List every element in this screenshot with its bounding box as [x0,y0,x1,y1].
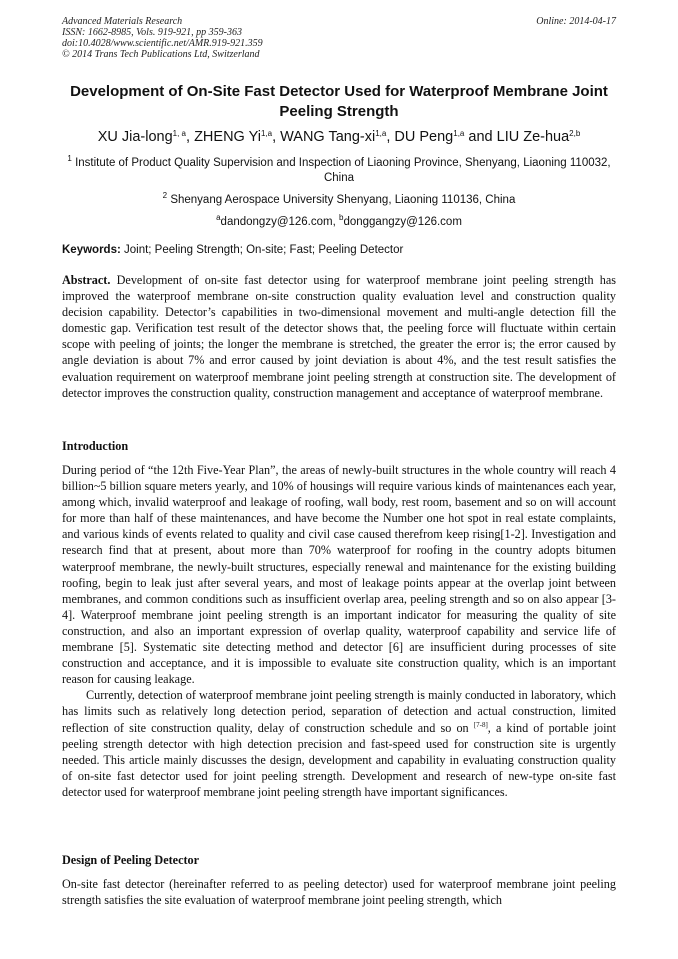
author-separator: and [464,129,497,145]
affiliation-text: Institute of Product Quality Supervision and Inspection of Liaoning Province, Shenyang, Liaoning 110032, China [75,157,611,184]
copyright-line: © 2014 Trans Tech Publications Ltd, Switzerland [62,49,260,60]
affiliation-mark: 2 [162,191,168,200]
author-affil-mark: 1, a [172,129,186,138]
author-separator: , [272,129,281,145]
paragraph [62,687,616,800]
section-heading-design: Design of Peeling Detector [62,853,200,867]
affiliation-text: Shenyang Aerospace University Shenyang, Liaoning 110136, China [170,194,516,206]
author-separator: , [386,129,395,145]
design-body: On-site fast detector (hereinafter referred to as peeling detector) used for waterproof membrane joint peeling strength satisfies the site evaluation of waterproof membrane joint peeling strength, which [62,877,616,908]
author-name: ZHENG Yi [194,129,261,145]
paragraph-text: , a kind of portable joint peeling strength detector with high detection precision and fast-speed used for construction site is urgently needed. This article mainly discusses the design, development and capability in evaluating construction quality of on-site fast detector used for joint peeling strength. Development and research of new-type on-site fast detector used for waterproof membrane joint peeling strength have important significances. [62,720,616,799]
abstract [62,272,616,401]
affiliation-mark: 1 [67,154,72,163]
keywords [62,243,616,258]
doi-line: doi:10.4028/www.scientific.net/AMR.919-921.359 [62,38,263,49]
section-heading-introduction: Introduction [62,439,129,453]
journal-header [62,16,263,60]
author-list [62,128,616,146]
paragraph-text: Currently, detection of waterproof membrane joint peeling strength is mainly conducted in laboratory, which has limits such as relatively long detection period, separation of detection and actual construction, limited reflection of site construction quality, delay of construction schedule and so on [62,688,616,735]
keywords-text: Joint; Peeling Strength; On-site; Fast; Peeling Detector [124,244,404,256]
author-name: LIU Ze-hua [496,129,570,145]
paper-title: Development of On-Site Fast Detector Used for Waterproof Membrane Joint Peeling Strength [70,83,608,120]
author-affil-mark: 1,a [260,129,273,138]
email-address: dandongzy@126.com [220,216,333,228]
abstract-text: Development of on-site fast detector using for waterproof membrane joint peeling strength has improved the waterproof membrane on-site construction quality evaluation level and construction quality decision capability. Detector’s capabilities in two-dimensional movement and multi-angle detection fill the domestic gap. Verification test result of the detector shows that, the peeling force will fluctuate within certain scope with peeling of joints; the longer the membrane is stretched, the greater the error is; the error caused by angle deviation is about 7% and error caused by joint deviation is about 4%, and the test result satisfies the evaluation requirement on waterproof membrane joint peeling strength at construction site. The development of detector improves the construction quality, construction management and acceptance of waterproof membrane. [62,273,617,400]
citation-ref: [7-8] [473,720,488,729]
email-address: donggangzy@126.com [343,216,462,228]
journal-name: Advanced Materials Research [62,16,183,27]
keywords-label: Keywords: [62,244,121,256]
introduction-body [62,462,616,800]
issn-line: ISSN: 1662-8985, Vols. 919-921, pp 359-363 [62,27,242,38]
author-emails [62,215,616,230]
affiliation [62,156,616,186]
author-name: XU Jia-long [97,129,173,145]
author-name: DU Peng [394,129,454,145]
author-affil-mark: 1,a [453,129,465,138]
email-mark: a [216,213,221,222]
abstract-label: Abstract. [62,273,111,287]
email-separator: , [332,216,339,228]
paragraph: During period of “the 12th Five-Year Plan”, the areas of newly-built structures in the whole country will reach 4 billion~5 billion square meters yearly, and 10% of housings will require various kinds of maintenances each year, among which, invalid waterproof and leakage of roofing, wall body, rest room, basement and so on will account for more than half of these maintenances, and have become the Number one hot spot in real estate complaints, and various kinds of events related to quality and civil case caused therefrom keep rising[1-2]. Investigation and research find that at present, about more than 70% waterproof for roofing in the country adopts bitumen waterproof membrane, the newly-built structures, especially renewal and maintenance for the existing building roofing, begin to leak just after several years, and most of leakage points appear at the overlap joint between membranes, and common conditions such as insufficient overlap area, peeling strength and so on also appear [3-4]. Waterproof membrane joint peeling strength is an important indicator for measuring the quality of site construction, and also an important expression of overlap quality, waterproof capability and service life of membrane [5]. Systematic site detecting method and detector [6] are insufficient during processes of site construction and acceptance, and it is impossible to evaluate site construction quality, which is an important reason for causing leakage. [62,463,616,687]
affiliation [62,193,616,208]
email-mark: b [339,213,344,222]
author-affil-mark: 2,b [569,129,581,138]
author-name: WANG Tang-xi [280,129,376,145]
author-affil-mark: 1,a [375,129,387,138]
online-date: Online: 2014-04-17 [536,16,616,27]
author-separator: , [186,129,195,145]
